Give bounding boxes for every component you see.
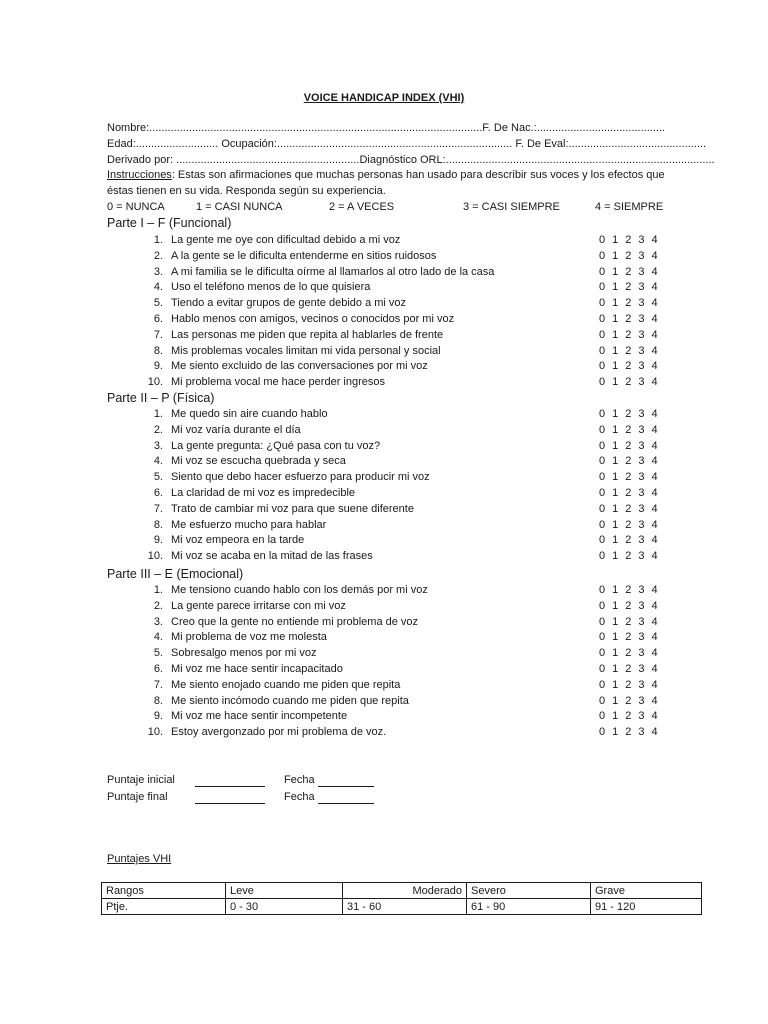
item-number: 2. [153,249,163,262]
scale-2: 2 = A VECES [329,201,395,213]
questionnaire-item [0,726,768,742]
instructions-line-2: éstas tienen en su vida. Responda según su experiencia. [107,185,386,197]
item-text: Mi voz varía durante el día [171,423,301,436]
item-number: 2. [153,423,163,436]
vhi-ranges-table [101,882,702,915]
item-number: 9. [153,710,163,723]
age-occupation-date-line: Edad:........................... Ocupación:............................................................................. F. De Eval:............................................. [107,138,707,150]
final-score-label: Puntaje final [107,791,168,803]
item-number: 4. [153,281,163,294]
item-score-options[interactable]: 0 1 2 3 4 [599,518,658,531]
item-number: 9. [153,534,163,547]
item-text: La gente parece irritarse con mi voz [171,599,346,612]
questionnaire-item [0,487,768,503]
table-cell: 61 - 90 [467,899,591,915]
item-text: Me esfuerzo mucho para hablar [171,518,327,531]
item-number: 9. [153,360,163,373]
item-text: Me siento excluido de las conversaciones por mi voz [171,360,428,373]
item-text: Me siento enojado cuando me piden que repita [171,678,401,691]
initial-score-blank[interactable] [195,786,265,787]
initial-date-blank[interactable] [318,786,374,787]
item-text: Mis problemas vocales limitan mi vida personal y social [171,344,441,357]
initial-date-label: Fecha [284,774,315,786]
item-text: Sobresalgo menos por mi voz [171,647,317,660]
item-text: Creo que la gente no entiende mi problema de voz [171,615,419,628]
item-number: 8. [153,694,163,707]
document-title: VOICE HANDICAP INDEX (VHI) [303,92,465,104]
item-number: 10. [147,550,163,563]
item-score-options[interactable]: 0 1 2 3 4 [599,265,658,278]
questionnaire-item [0,600,768,616]
scale-0: 0 = NUNCA [107,201,165,213]
item-number: 1. [153,234,163,246]
item-score-options[interactable]: 0 1 2 3 4 [599,455,658,468]
questionnaire-item [0,250,768,266]
questionnaire-item [0,679,768,695]
questionnaire-item [0,534,768,550]
item-score-options[interactable]: 0 1 2 3 4 [599,312,658,325]
item-score-options[interactable]: 0 1 2 3 4 [599,726,658,739]
item-score-options[interactable]: 0 1 2 3 4 [599,662,658,675]
table-cell: Severo [467,883,591,899]
name-birthdate-line: Nombre:.............................................................................................................F. De Nac.:.......................................... [107,122,666,134]
item-text: Hablo menos con amigos, vecinos o conocidos por mi voz [171,312,455,325]
table-cell: Rangos [102,883,226,899]
questionnaire-item [0,710,768,726]
part-2-title: Parte II – P (Física) [107,391,215,405]
item-score-options[interactable]: 0 1 2 3 4 [599,678,658,691]
item-score-options[interactable]: 0 1 2 3 4 [599,234,658,246]
questionnaire-item [0,616,768,632]
rating-scale [0,201,768,215]
item-text: La gente pregunta: ¿Qué pasa con tu voz? [171,439,381,452]
item-score-options[interactable]: 0 1 2 3 4 [599,550,658,563]
item-number: 7. [153,678,163,691]
item-text: A mi familia se le dificulta oírme al llamarlos al otro lado de la casa [171,265,495,278]
item-text: La claridad de mi voz es impredecible [171,486,356,499]
item-number: 7. [153,502,163,515]
final-score-blank[interactable] [195,803,265,804]
questionnaire-item [0,408,768,424]
item-number: 2. [153,599,163,612]
table-row [102,899,702,915]
item-score-options[interactable]: 0 1 2 3 4 [599,408,658,420]
referral-diagnosis-line: Derivado por: ............................................................Diagnóstico ORL:........................................................................................ [107,154,715,166]
item-score-options[interactable]: 0 1 2 3 4 [599,281,658,294]
item-number: 1. [153,408,163,420]
item-number: 3. [153,615,163,628]
table-header-row [102,883,702,899]
item-number: 3. [153,439,163,452]
item-text: Mi voz se acaba en la mitad de las frases [171,550,373,563]
table-cell: Moderado [343,883,467,899]
questionnaire-item [0,297,768,313]
instructions-line-1 [107,169,665,181]
item-number: 8. [153,344,163,357]
item-number: 5. [153,471,163,484]
item-score-options[interactable]: 0 1 2 3 4 [599,376,658,389]
questionnaire-item [0,281,768,297]
questionnaire-item [0,471,768,487]
questionnaire-item [0,631,768,647]
item-text: Mi voz empeora en la tarde [171,534,305,547]
questionnaire-item [0,550,768,566]
item-text: Me quedo sin aire cuando hablo [171,408,328,420]
part-1-title: Parte I – F (Funcional) [107,216,232,230]
questionnaire-item [0,503,768,519]
questionnaire-item [0,647,768,663]
instructions-label: Instrucciones [107,169,172,181]
scale-4: 4 = SIEMPRE [595,201,664,213]
item-text: La gente me oye con dificultad debido a mi voz [171,234,401,246]
item-score-options[interactable]: 0 1 2 3 4 [599,486,658,499]
item-score-options[interactable]: 0 1 2 3 4 [599,423,658,436]
instructions-text-1: : Estas son afirmaciones que muchas personas han usado para describir sus voces y los efectos que [171,169,665,181]
item-score-options[interactable]: 0 1 2 3 4 [599,328,658,341]
vhi-scores-title: Puntajes VHI [107,853,172,865]
item-score-options[interactable]: 0 1 2 3 4 [599,534,658,547]
item-score-options[interactable]: 0 1 2 3 4 [599,584,658,596]
table-cell: Grave [591,883,702,899]
part-3-items [0,584,768,742]
item-score-options[interactable]: 0 1 2 3 4 [599,694,658,707]
item-score-options[interactable]: 0 1 2 3 4 [599,344,658,357]
part-2-items [0,408,768,566]
scale-3: 3 = CASI SIEMPRE [463,201,560,213]
item-number: 10. [147,376,163,389]
table-cell: Ptje. [102,899,226,915]
initial-score-label: Puntaje inicial [107,774,175,786]
item-number: 6. [153,486,163,499]
item-text: Las personas me piden que repita al hablarles de frente [171,328,444,341]
item-text: Mi voz se escucha quebrada y seca [171,455,346,468]
questionnaire-item [0,360,768,376]
item-number: 7. [153,328,163,341]
item-number: 5. [153,297,163,310]
item-number: 1. [153,584,163,596]
questionnaire-item [0,329,768,345]
questionnaire-item [0,519,768,535]
item-text: Me siento incómodo cuando me piden que repita [171,694,409,707]
questionnaire-item [0,663,768,679]
item-number: 3. [153,265,163,278]
item-text: A la gente se le dificulta entenderme en sitios ruidosos [171,249,437,262]
item-score-options[interactable]: 0 1 2 3 4 [599,599,658,612]
item-text: Siento que debo hacer esfuerzo para producir mi voz [171,471,430,484]
item-score-options[interactable]: 0 1 2 3 4 [599,710,658,723]
item-number: 4. [153,631,163,644]
part-1-items [0,234,768,392]
item-score-options[interactable]: 0 1 2 3 4 [599,249,658,262]
item-text: Trato de cambiar mi voz para que suene diferente [171,502,414,515]
item-score-options[interactable]: 0 1 2 3 4 [599,439,658,452]
questionnaire-item [0,440,768,456]
item-text: Mi problema vocal me hace perder ingresos [171,376,385,389]
scale-1: 1 = CASI NUNCA [196,201,283,213]
item-text: Mi problema de voz me molesta [171,631,327,644]
item-score-options[interactable]: 0 1 2 3 4 [599,360,658,373]
questionnaire-item [0,234,768,250]
item-score-options[interactable]: 0 1 2 3 4 [599,647,658,660]
item-text: Uso el teléfono menos de lo que quisiera [171,281,371,294]
item-number: 4. [153,455,163,468]
item-score-options[interactable]: 0 1 2 3 4 [599,631,658,644]
questionnaire-item [0,376,768,392]
item-score-options[interactable]: 0 1 2 3 4 [599,502,658,515]
questionnaire-item [0,424,768,440]
item-text: Me tensiono cuando hablo con los demás por mi voz [171,584,428,596]
questionnaire-item [0,695,768,711]
item-score-options[interactable]: 0 1 2 3 4 [599,297,658,310]
item-number: 10. [147,726,163,739]
questionnaire-item [0,266,768,282]
final-date-label: Fecha [284,791,315,803]
item-number: 8. [153,518,163,531]
questionnaire-item [0,584,768,600]
part-3-title: Parte III – E (Emocional) [107,567,244,581]
item-score-options[interactable]: 0 1 2 3 4 [599,615,658,628]
item-number: 6. [153,312,163,325]
item-number: 5. [153,647,163,660]
table-cell: Leve [226,883,343,899]
table-cell: 91 - 120 [591,899,702,915]
table-cell: 0 - 30 [226,899,343,915]
questionnaire-item [0,455,768,471]
item-score-options[interactable]: 0 1 2 3 4 [599,471,658,484]
item-text: Estoy avergonzado por mi problema de voz. [171,726,387,739]
item-number: 6. [153,662,163,675]
item-text: Mi voz me hace sentir incapacitado [171,662,343,675]
final-date-blank[interactable] [318,803,374,804]
questionnaire-item [0,345,768,361]
item-text: Mi voz me hace sentir incompetente [171,710,348,723]
item-text: Tiendo a evitar grupos de gente debido a mi voz [171,297,407,310]
questionnaire-item [0,313,768,329]
table-cell: 31 - 60 [343,899,467,915]
